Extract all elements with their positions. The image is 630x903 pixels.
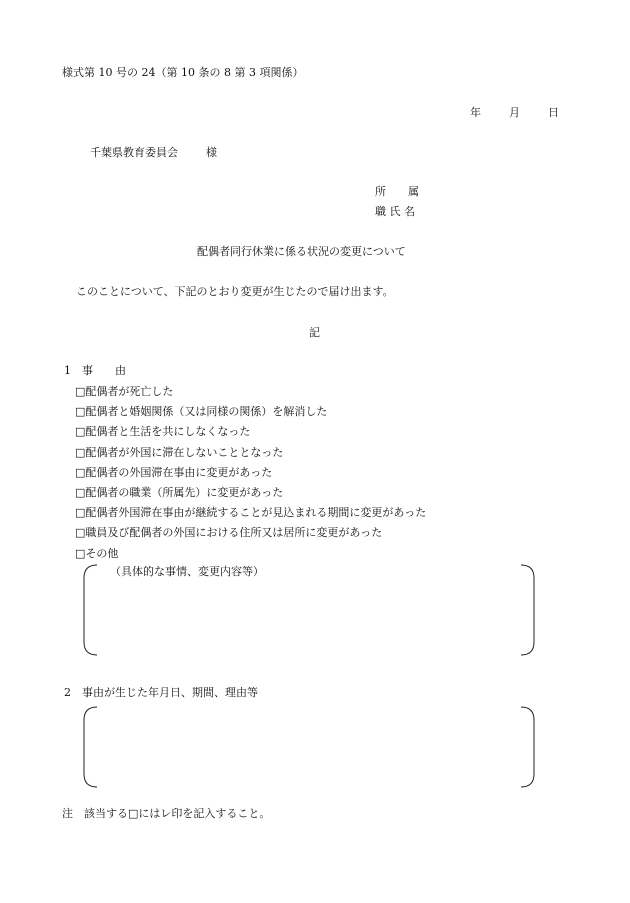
- checkbox[interactable]: □: [75, 546, 86, 560]
- reason-item[interactable]: □職員及び配偶者の外国における住所又は居所に変更があった: [75, 526, 383, 540]
- section1-heading: 1 事 由: [64, 364, 126, 377]
- checkbox[interactable]: □: [75, 526, 86, 540]
- note-text: 注 該当する□にはレ印を記入すること。: [62, 807, 271, 820]
- checkbox[interactable]: □: [75, 405, 86, 419]
- bracket-frame-2: [83, 706, 535, 788]
- section2-heading: 2 事由が生じた年月日、期間、理由等: [64, 686, 258, 699]
- reason-item[interactable]: □配偶者の外国滞在事由に変更があった: [75, 465, 273, 479]
- reason-list: [75, 386, 426, 568]
- date-line: [470, 107, 559, 118]
- addressee-name: 千葉県教育委員会: [90, 146, 178, 159]
- document-title: 配偶者同行休業に係る状況の変更について: [197, 245, 406, 258]
- details-box-label: （具体的な事情、変更内容等）: [110, 565, 264, 578]
- checkbox[interactable]: □: [75, 485, 86, 499]
- reason-item[interactable]: □配偶者が外国に滞在しないこととなった: [75, 445, 284, 459]
- affiliation-label: 所 属: [375, 185, 419, 198]
- form-number: 様式第 10 号の 24（第 10 条の 8 第 3 項関係）: [62, 66, 304, 79]
- reason-item[interactable]: □配偶者と婚姻関係（又は同様の関係）を解消した: [75, 405, 328, 419]
- date-month-label: 月: [509, 106, 520, 119]
- reason-item[interactable]: □その他: [75, 546, 119, 560]
- addressee-honorific: 様: [206, 146, 217, 159]
- date-year-label: 年: [470, 106, 481, 119]
- reason-item[interactable]: □配偶者の職業（所属先）に変更があった: [75, 485, 284, 499]
- addressee: [90, 147, 217, 158]
- checkbox[interactable]: □: [75, 465, 86, 479]
- name-label: 職 氏 名: [375, 205, 415, 218]
- checkbox[interactable]: □: [75, 445, 86, 459]
- reason-item[interactable]: □配偶者外国滞在事由が継続することが見込まれる期間に変更があった: [75, 506, 427, 520]
- checkbox[interactable]: □: [75, 506, 86, 520]
- reason-item[interactable]: □配偶者と生活を共にしなくなった: [75, 425, 251, 439]
- checkbox[interactable]: □: [75, 425, 86, 439]
- ki-heading: 記: [309, 326, 320, 339]
- reason-item[interactable]: □配偶者が死亡した: [75, 385, 174, 398]
- date-day-label: 日: [548, 106, 559, 119]
- date-reason-bracket-box[interactable]: [83, 706, 535, 788]
- sender-block: [375, 186, 419, 226]
- checkbox[interactable]: □: [75, 385, 86, 398]
- intro-text: このことについて、下記のとおり変更が生じたので届け出ます。: [76, 285, 394, 298]
